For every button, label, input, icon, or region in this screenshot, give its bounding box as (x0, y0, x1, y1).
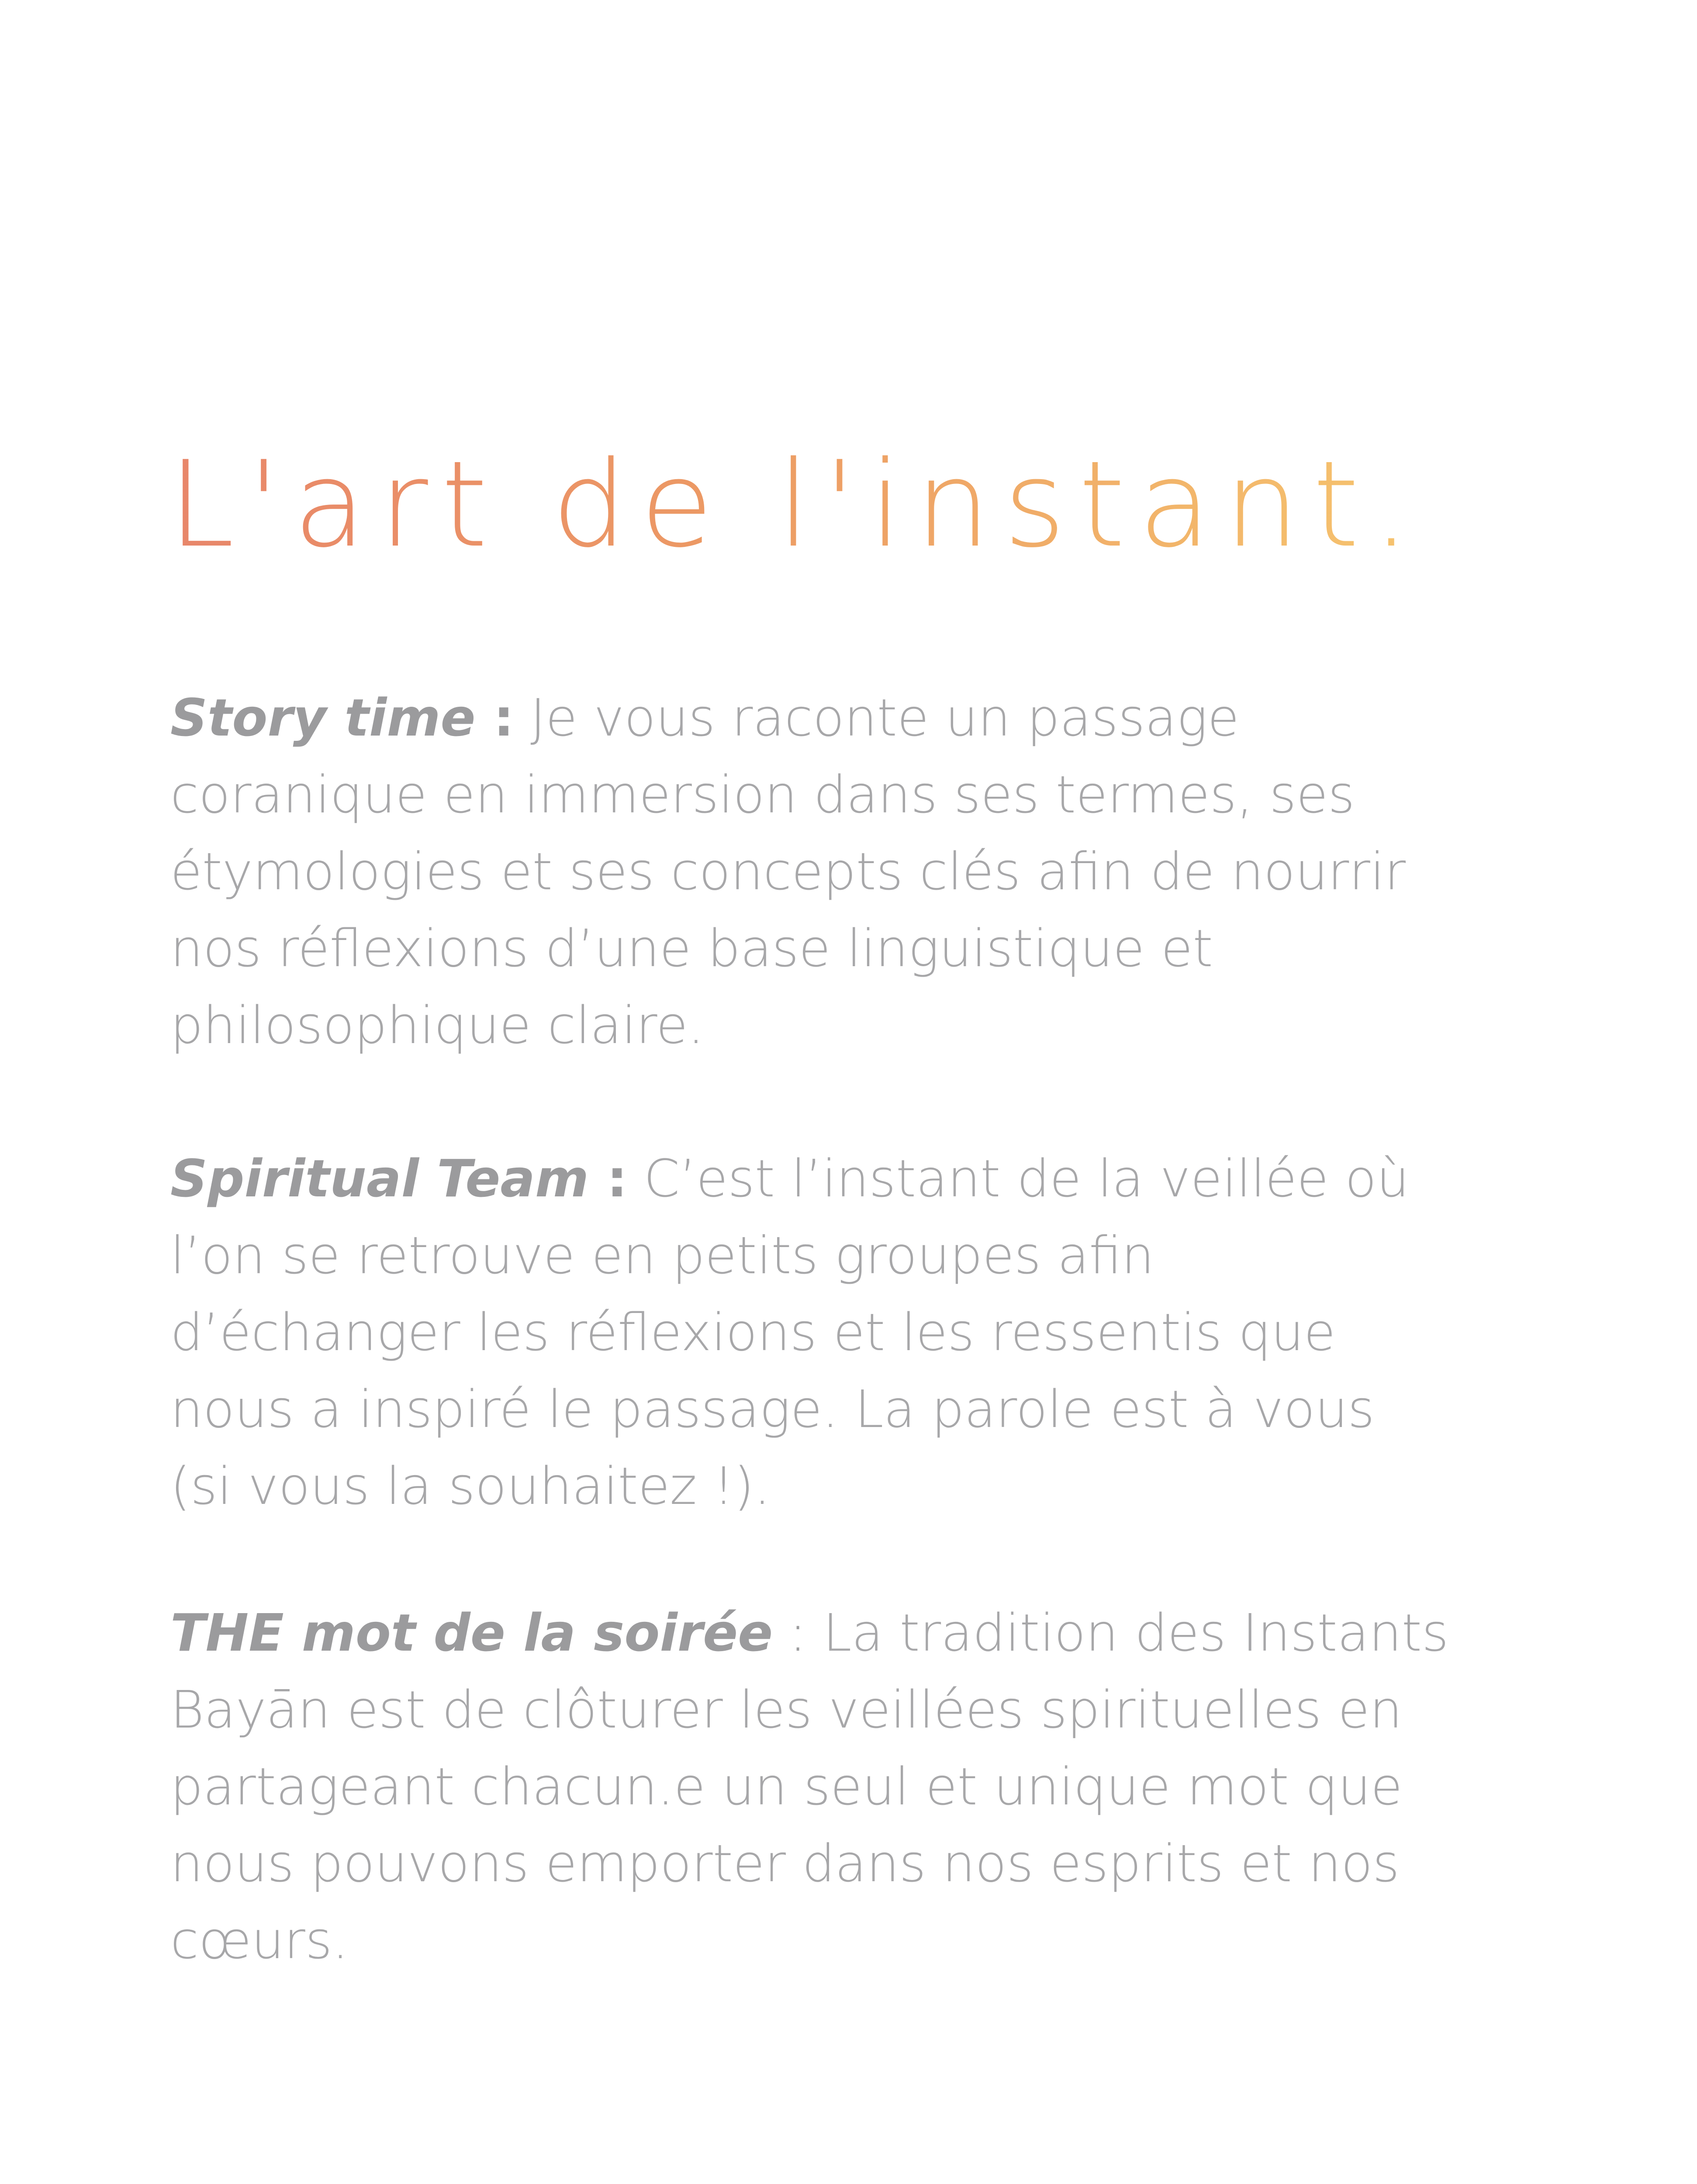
section-lead: Spiritual Team (170, 1148, 589, 1209)
section-separator: : (475, 688, 514, 748)
section-text: La tradition des Instants (806, 1603, 1449, 1663)
section-text: C’est l’instant de la veillée où (627, 1148, 1410, 1209)
section-line: Bayān est de clôturer les veillées spirituelles en (170, 1679, 1403, 1740)
section-line: étymologies et ses concepts clés afin de nourrir (170, 841, 1406, 902)
section-line: (si vous la souhaitez !). (170, 1456, 771, 1516)
section-line (170, 1140, 1524, 1217)
section-line: cœurs. (170, 1910, 349, 1970)
section-line (170, 679, 1524, 756)
section-line: d’échanger les réflexions et les ressentis que (170, 1302, 1336, 1362)
section-story-time (170, 679, 1524, 1064)
section-line (170, 1594, 1524, 1671)
section-line: nos réflexions d’une base linguistique et (170, 918, 1213, 978)
section-line: nous pouvons emporter dans nos esprits et nos (170, 1833, 1400, 1894)
section-line: philosophique claire. (170, 995, 705, 1055)
section-the-mot-de-la-soiree (170, 1594, 1524, 1979)
section-line: partageant chacun.e un seul et unique mot que (170, 1756, 1403, 1817)
section-separator: : (773, 1603, 807, 1663)
section-line: l’on se retrouve en petits groupes afin (170, 1225, 1154, 1286)
section-line: nous a inspiré le passage. La parole est à vous (170, 1379, 1375, 1439)
section-spiritual-team (170, 1140, 1524, 1524)
page-title: L'art de l'instant. (168, 436, 1424, 574)
section-lead: THE mot de la soirée (170, 1603, 773, 1663)
section-line: coranique en immersion dans ses termes, ses (170, 764, 1355, 825)
section-separator: : (589, 1148, 628, 1209)
section-lead: Story time (170, 688, 476, 748)
section-text: Je vous raconte un passage (514, 688, 1240, 748)
